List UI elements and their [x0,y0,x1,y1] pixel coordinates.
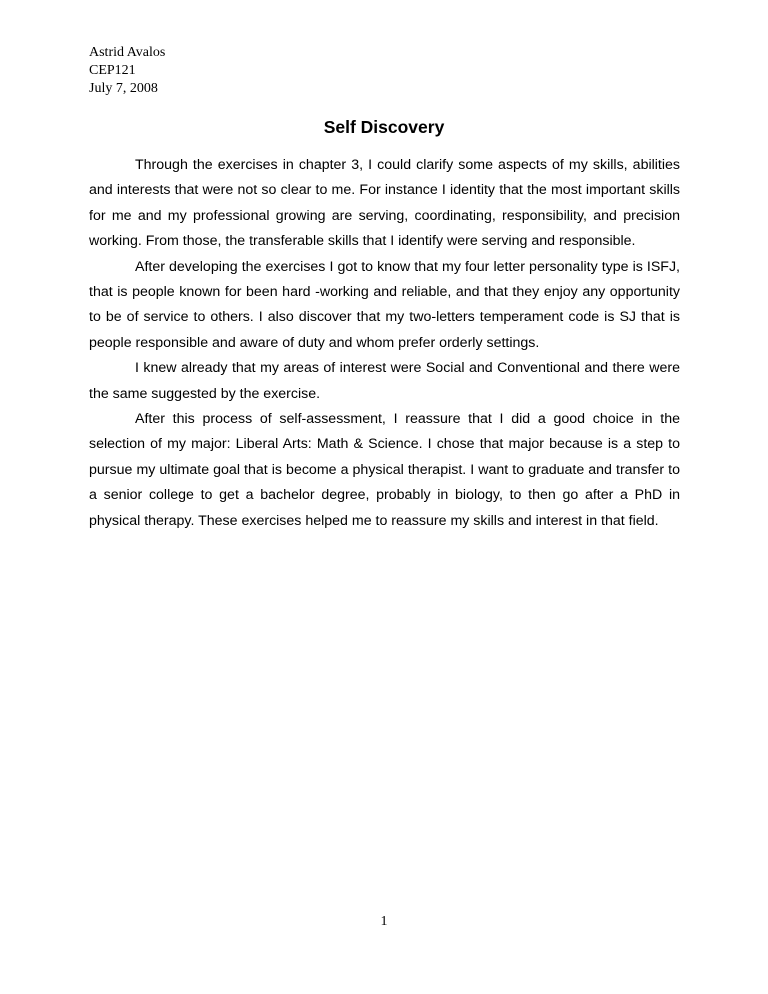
document-header [89,44,165,98]
paragraph-4: After this process of self-assessment, I reassure that I did a good choice in the selection of my major: Liberal Arts: Math & Science. I chose that major because is a step to pursue my ultimate goal that is become a physical therapist. I want to graduate and transfer to a senior college to get a bachelor degree, probably in biology, to then go after a PhD in physical therapy. These exercises helped me to reassure my skills and interest in that field. [89,411,680,529]
paragraph-2: After developing the exercises I got to know that my four letter personality type is ISFJ, that is people known for been hard -working and reliable, and that they enjoy any opportunity to be of service to others. I also discover that my two-letters temperament code is SJ that is people responsible and aware of duty and whom prefer orderly settings. [89,258,680,351]
paragraph-1: Through the exercises in chapter 3, I could clarify some aspects of my skills, abilities and interests that were not so clear to me. For instance I identity that the most important skills for me and my professional growing are serving, coordinating, responsibility, and precision working. From those, the transferable skills that I identify were serving and responsible. [89,157,680,250]
paragraph-3: I knew already that my areas of interest were Social and Conventional and there were the same suggested by the exercise. [89,360,680,402]
page-number: 1 [380,914,388,929]
course-code: CEP121 [89,63,136,78]
author-name: Astrid Avalos [89,45,166,60]
document-body [89,153,680,534]
document-title: Self Discovery [323,117,445,137]
document-date: July 7, 2008 [89,81,158,96]
